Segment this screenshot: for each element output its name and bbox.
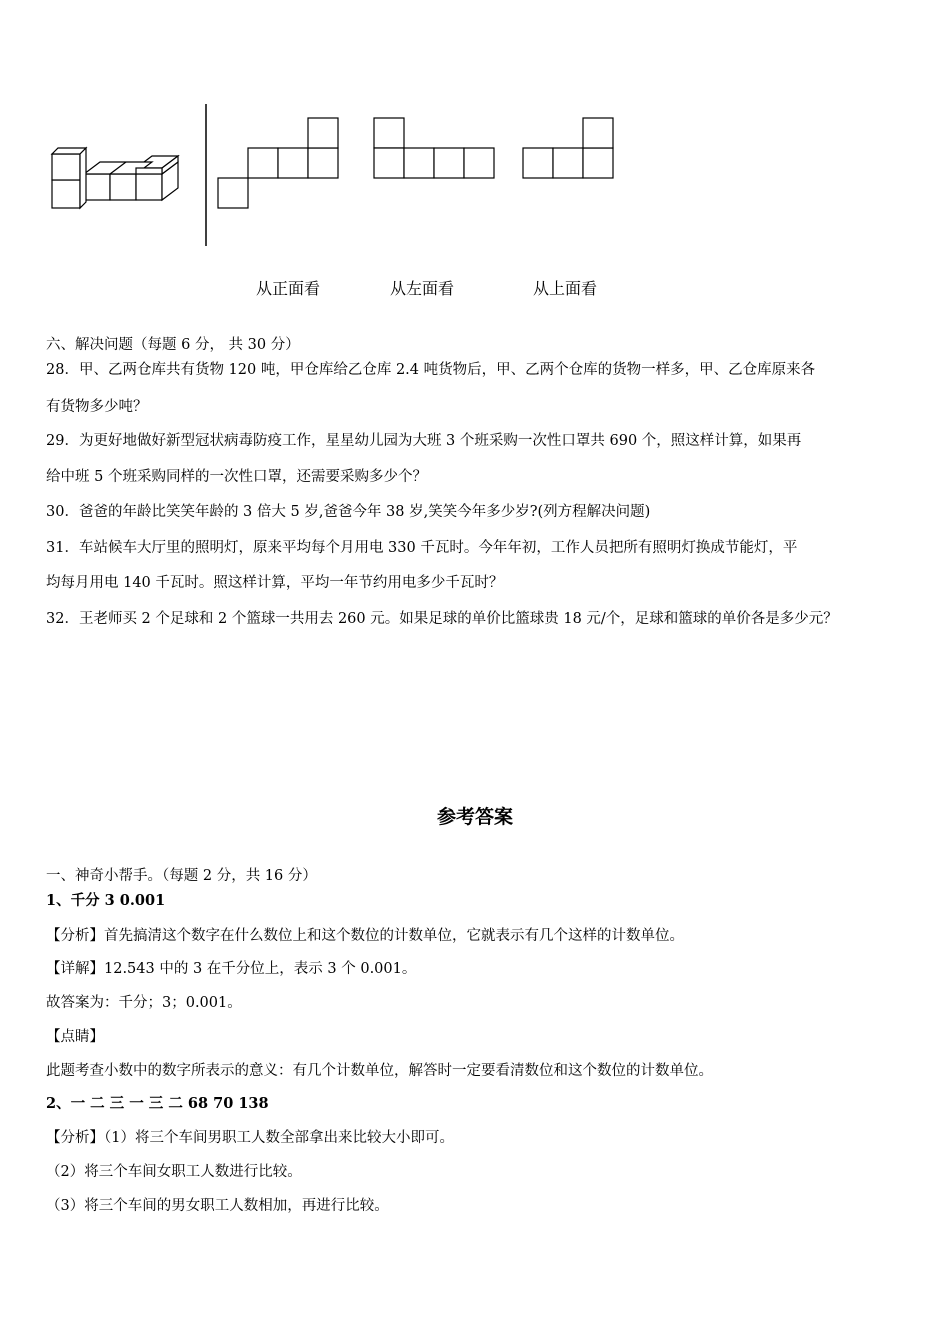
question-31-line2: 均每月用电 140 千瓦时。照这样计算，平均一年节约用电多少千瓦时？ <box>46 575 504 591</box>
answer-2-step3: （3）将三个车间的男女职工人数相加，再进行比较。 <box>46 1198 389 1214</box>
question-30: 30．爸爸的年龄比笑笑年龄的 3 倍大 5 岁,爸爸今年 38 岁,笑笑今年多少岁?(列方程解决问题) <box>46 504 651 520</box>
question-29-line1: 29．为更好地做好新型冠状病毒防疫工作，星星幼儿园为大班 3 个班采购一次性口罩共 690 个，照这样计算，如果再 <box>46 433 802 449</box>
answer-1-comment: 此题考查小数中的数字所表示的意义：有几个计数单位，解答时一定要看清数位和这个数位的计数单位。 <box>46 1063 713 1079</box>
left-view-grid <box>374 118 494 178</box>
answer-1-comment-heading: 【点睛】 <box>46 1029 104 1045</box>
cube-front-face <box>52 180 80 208</box>
answer-2-step2: （2）将三个车间女职工人数进行比较。 <box>46 1164 302 1180</box>
cube-front-face <box>52 154 80 180</box>
left-view-label: 从左面看 <box>390 279 455 298</box>
question-32: 32．王老师买 2 个足球和 2 个篮球一共用去 260 元。如果足球的单价比篮球贵 18 元/个，足球和篮球的单价各是多少元？ <box>46 611 838 627</box>
top-view-grid <box>523 118 613 178</box>
cube-front-face <box>136 174 162 200</box>
section6-heading: 六、解决问题（每题 6 分， 共 30 分） <box>46 337 300 353</box>
answer-1-detail: 【详解】12.543 中的 3 在千分位上，表示 3 个 0.001。 <box>46 961 417 977</box>
question-28-line1: 28．甲、乙两仓库共有货物 120 吨，甲仓库给乙仓库 2.4 吨货物后，甲、乙两个仓库的货物一样多，甲、乙仓库原来各 <box>46 362 816 378</box>
answer-2-analysis: 【分析】（1）将三个车间男职工人数全部拿出来比较大小即可。 <box>46 1130 454 1146</box>
answers-section1-heading: 一、神奇小帮手。（每题 2 分，共 16 分） <box>46 868 317 884</box>
question-31-line1: 31．车站候车大厅里的照明灯，原来平均每个月用电 330 千瓦时。今年年初，工作人员把所有照明灯换成节能灯，平 <box>46 540 798 556</box>
cube-views-figure <box>0 0 950 320</box>
front-view-label: 从正面看 <box>256 279 321 298</box>
answer-1-conclusion: 故答案为：千分；3；0.001。 <box>46 995 242 1011</box>
cube-solid-drawing <box>52 148 178 208</box>
answer-2: 2、一 二 三 一 三 二 68 70 138 <box>46 1095 269 1112</box>
cube-side-face <box>80 148 86 208</box>
cube-front-face <box>110 174 136 200</box>
answer-1-analysis: 【分析】首先搞清这个数字在什么数位上和这个数位的计数单位，它就表示有几个这样的计数单位。 <box>46 928 684 944</box>
answer-1: 1、千分 3 0.001 <box>46 892 166 909</box>
front-view-grid <box>218 118 338 208</box>
top-view-label: 从上面看 <box>533 279 598 298</box>
answers-title: 参考答案 <box>436 806 513 828</box>
question-29-line2: 给中班 5 个班采购同样的一次性口罩，还需要采购多少个？ <box>46 469 427 485</box>
question-28-line2: 有货物多少吨？ <box>46 399 148 415</box>
cube-front-face <box>84 174 110 200</box>
